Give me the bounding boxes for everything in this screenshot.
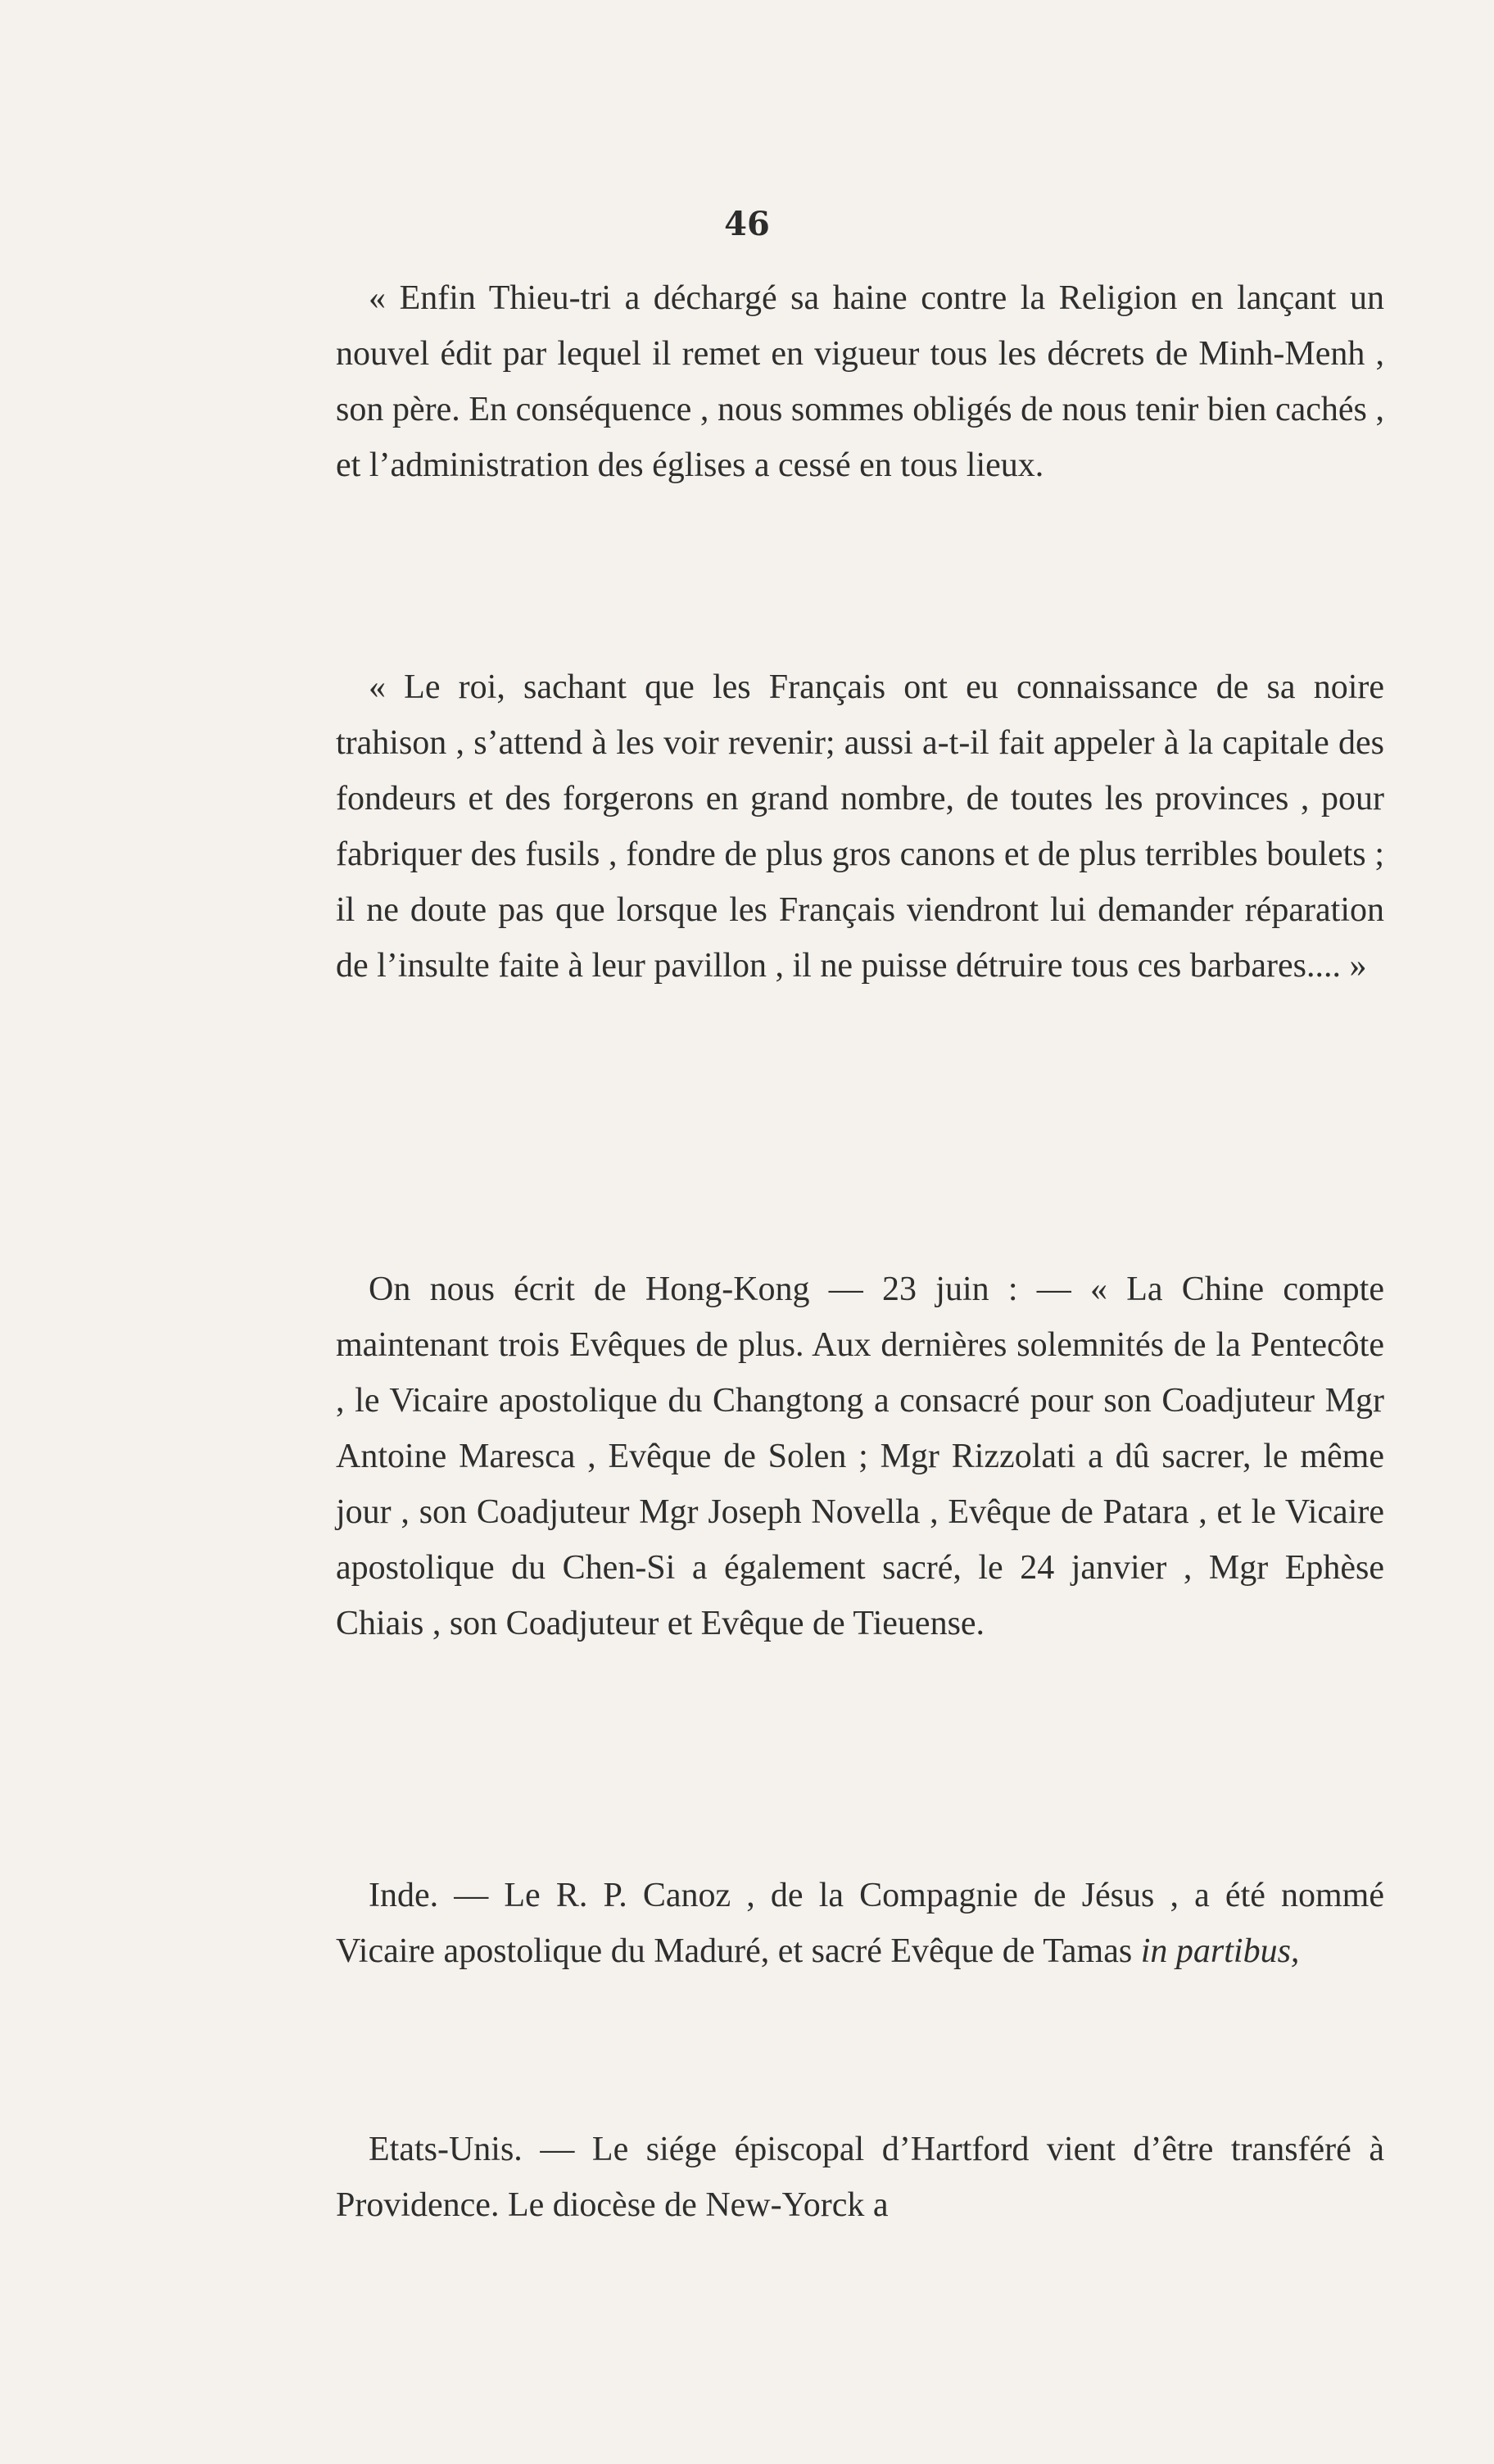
paragraph-main-text: Inde. — Le R. P. Canoz , de la Compagnie de Jésus , a été nommé Vicaire apostolique du Maduré, et sacré Evêque de Tamas <box>336 1877 1384 1970</box>
paragraph-text: « Enfin Thieu-tri a déchargé sa haine contre la Religion en lançant un nouvel édit par lequel il remet en vigueur tous les décrets de Minh-Menh , son père. En conséquence , nous sommes obligés de nous tenir bien cachés , et l’administration des églises a cessé en tous lieux. <box>336 279 1384 484</box>
paragraph-thieu-tri <box>336 270 1384 493</box>
paragraph-text: « Le roi, sachant que les Français ont eu connaissance de sa noire trahison , s’attend à les voir revenir; aussi a-t-il fait appeler à la capitale des fondeurs et des forgerons en grand nombre, de toutes les provinces , pour fabriquer des fusils , fondre de plus gros canons et de plus terribles boulets ; il ne doute pas que lorsque les Français viendront lui demander réparation de l’insulte faite à leur pavillon , il ne puisse détruire tous ces barbares.... » <box>336 668 1384 985</box>
paragraph-etats-unis <box>336 2122 1384 2233</box>
paragraph-le-roi <box>336 659 1384 994</box>
page-number: 46 <box>724 205 770 243</box>
paragraph-text: On nous écrit de Hong-Kong — 23 juin : — « La Chine compte maintenant trois Evêques de plus. Aux dernières solemnités de la Pentecôte , le Vicaire apostolique du Changtong a consacré pour son Coadjuteur Mgr Antoine Maresca , Evêque de Solen ; Mgr Rizzolati a dû sacrer, le même jour , son Coadjuteur Mgr Joseph Novella , Evêque de Patara , et le Vicaire apostolique du Chen-Si a également sacré, le 24 janvier , Mgr Ephèse Chiais , son Coadjuteur et Evêque de Tieuense. <box>336 1270 1384 1642</box>
paragraph-text <box>336 1868 1384 1979</box>
paragraph-italic-text: in partibus, <box>1140 1932 1300 1970</box>
paragraph-hong-kong <box>336 1261 1384 1651</box>
paragraph-inde <box>336 1868 1384 1979</box>
paragraph-text: Etats-Unis. — Le siége épiscopal d’Hartford vient d’être transféré à Providence. Le diocèse de New-Yorck a <box>336 2131 1384 2224</box>
